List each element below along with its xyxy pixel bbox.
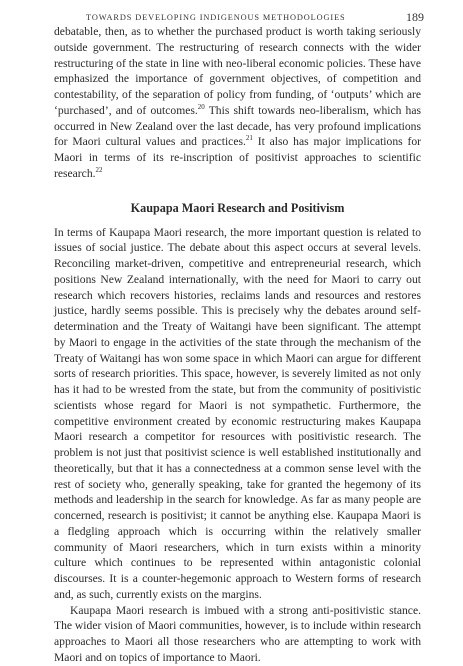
paragraph-1 <box>54 24 421 182</box>
section-heading: Kaupapa Maori Research and Positivism <box>130 200 345 215</box>
paragraph-1-part-c: It also has major implications for Maori in terms of its re-inscription of positivist approaches to scientific research. <box>54 135 421 180</box>
paragraph-1-part-b: This shift towards neo-liberalism, which has occurred in New Zealand over the last decade, has very profound implications for Maori cultural values and practices. <box>54 103 422 149</box>
paragraph-3: Kaupapa Maori research is imbued with a strong anti-positivistic stance. The wider vision of Maori communities, however, is to include within research approaches to Maori all those researchers who are attempting to work with Maori and on topics of importance to Maori. <box>54 603 421 664</box>
footnote-ref-21: 21 <box>245 134 253 143</box>
page-number: 189 <box>406 10 424 24</box>
footnote-ref-22: 22 <box>95 165 103 174</box>
body-text <box>54 24 421 666</box>
footnote-ref-20: 20 <box>197 102 205 111</box>
running-head <box>86 8 424 24</box>
running-head-title: TOWARDS DEVELOPING INDIGENOUS METHODOLOGIES <box>86 13 346 22</box>
paragraph-1-part-a: debatable, then, as to whether the purchased product is worth taking seriously outside government. The restructuring of research connects with the wider restructuring of the state in line with neo-liberal economic policies. These have emphasized the importance of government objectives, of competition and contestability, of the separation of policy from funding, of ‘outputs’ which are ‘purchased’, and of outcomes. <box>54 25 421 117</box>
paragraph-2: In terms of Kaupapa Maori research, the more important question is related to issues of social justice. The debate about this aspect occurs at several levels. Reconciling market-driven, competitive and entrepreneurial research, which positions New Zealand internationally, with the need for Maori to carry out research which recovers histories, reclaims lands and resources and restores justice, hardly seems possible. This is precisely why the debates around self-determination and the Treaty of Waitangi have been significant. The attempt by Maori to engage in the activities of the state through the mechanism of the Treaty of Waitangi has won some space in which Maori can argue for different sorts of research priorities. This space, however, is severely limited as not only has it had to be wrested from the state, but from the community of positivistic scientists whose regard for Maori is not sympathetic. Furthermore, the competitive environment created by economic restructuring makes Kaupapa Maori research a competitor for resources with positivistic research. The problem is not just that positivist science is well established institutionally and theoretically, but that it has a connectedness at a common sense level with the rest of society who, generally speaking, take for granted the hegemony of its methods and leadership in the search for knowledge. As far as many people are concerned, research is positivist; it cannot be anything else. Kaupapa Maori is a fledgling approach which is occurring within the relatively smaller community of Maori researchers, which in turn exists within a minority culture which continues to be represented within antagonistic colonial discourses. It is a counter-hegemonic approach to Western forms of research and, as such, currently exists on the margins. <box>54 225 422 601</box>
